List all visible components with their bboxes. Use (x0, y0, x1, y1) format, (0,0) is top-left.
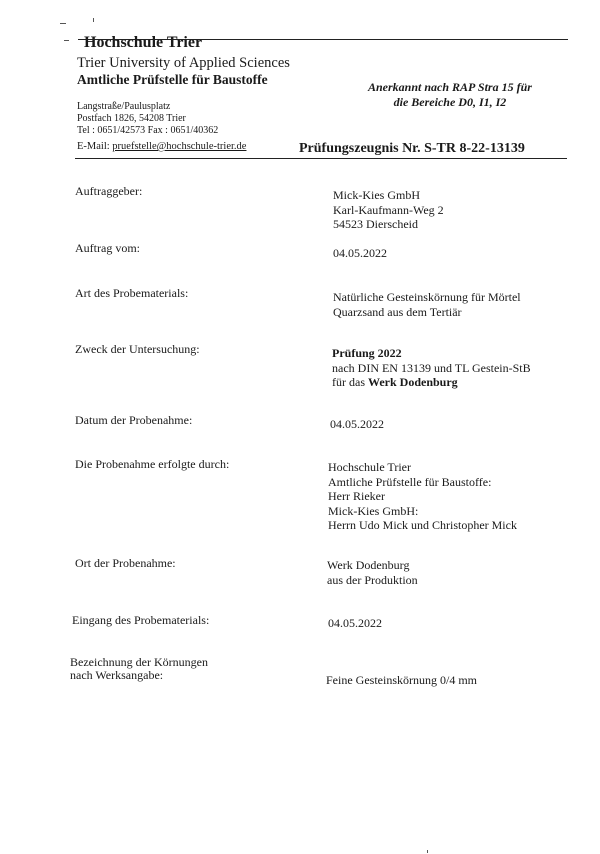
sampled-by-line-1: Hochschule Trier (328, 460, 411, 474)
client-value (333, 188, 444, 232)
institution-name: Hochschule Trier (84, 34, 203, 51)
institution-name-english: Trier University of Applied Sciences (77, 55, 290, 71)
purpose-line-3-prefix: für das (332, 375, 368, 389)
header-top-rule (78, 39, 568, 40)
sampling-location-line-2: aus der Produktion (327, 572, 418, 587)
purpose-line-3-plant: Werk Dodenburg (368, 375, 458, 389)
certificate-title: Prüfungszeugnis Nr. S-TR 8-22-13139 (299, 141, 525, 156)
purpose-line-3 (332, 375, 531, 390)
address-street: Langstraße/Paulusplatz (77, 101, 171, 112)
sampling-location-value (327, 558, 418, 587)
scan-mark (60, 23, 66, 24)
recognition-line-1: Anerkannt nach RAP Stra 15 für (368, 80, 532, 94)
email-line (77, 141, 246, 152)
sampled-by-value (328, 460, 517, 533)
purpose-line-2: nach DIN EN 13139 und TL Gestein-StB (332, 360, 531, 375)
material-type-line-1: Natürliche Gesteinskörnung für Mörtel (333, 290, 521, 304)
sampling-date-value: 04.05.2022 (330, 417, 384, 431)
purpose-label: Zweck der Untersuchung: (75, 342, 200, 356)
grain-designation-label-line-1: Bezeichnung der Körnungen (70, 655, 208, 669)
client-street: Karl-Kaufmann-Weg 2 (333, 202, 444, 217)
department-name: Amtliche Prüfstelle für Baustoffe (77, 72, 268, 87)
sampled-by-line-2: Amtliche Prüfstelle für Baustoffe: (328, 474, 492, 489)
sampled-by-line-5: Herrn Udo Mick und Christopher Mick (328, 518, 517, 532)
material-type-line-2: Quarzsand aus dem Tertiär (333, 304, 462, 319)
sampling-date-label: Datum der Probenahme: (75, 413, 193, 427)
scan-mark (427, 850, 428, 853)
grain-designation-label (70, 656, 208, 682)
recognition-note (368, 80, 532, 110)
client-city: 54523 Dierscheid (333, 217, 418, 231)
purpose-line-1: Prüfung 2022 (332, 346, 402, 360)
receipt-label: Eingang des Probematerials: (72, 613, 210, 627)
recognition-line-2: die Bereiche D0, I1, I2 (393, 95, 507, 109)
address-postbox: Postfach 1826, 54208 Trier (77, 113, 186, 124)
scan-mark (64, 40, 69, 41)
sampling-location-line-1: Werk Dodenburg (327, 558, 410, 572)
email-link[interactable]: pruefstelle@hochschule-trier.de (112, 141, 247, 152)
purpose-value (332, 346, 531, 390)
client-label: Auftraggeber: (75, 184, 143, 198)
email-label: E-Mail: (77, 141, 113, 152)
phone-fax: Tel : 0651/42573 Fax : 0651/40362 (77, 125, 219, 136)
grain-designation-value: Feine Gesteinskörnung 0/4 mm (326, 673, 477, 687)
material-type-value (333, 290, 521, 319)
sampling-location-label: Ort der Probenahme: (75, 556, 176, 570)
receipt-value: 04.05.2022 (328, 616, 382, 630)
grain-designation-label-line-2: nach Werksangabe: (70, 668, 164, 682)
postal-address (77, 101, 218, 137)
sampled-by-line-3: Herr Rieker (328, 489, 385, 503)
sampled-by-line-4: Mick-Kies GmbH: (328, 503, 419, 518)
header-bottom-rule (75, 158, 567, 159)
order-date-label: Auftrag vom: (75, 241, 140, 255)
scan-mark (93, 18, 94, 22)
sampled-by-label: Die Probenahme erfolgte durch: (75, 457, 230, 471)
client-name: Mick-Kies GmbH (333, 188, 420, 202)
order-date-value: 04.05.2022 (333, 246, 387, 260)
material-type-label: Art des Probematerials: (75, 286, 189, 300)
